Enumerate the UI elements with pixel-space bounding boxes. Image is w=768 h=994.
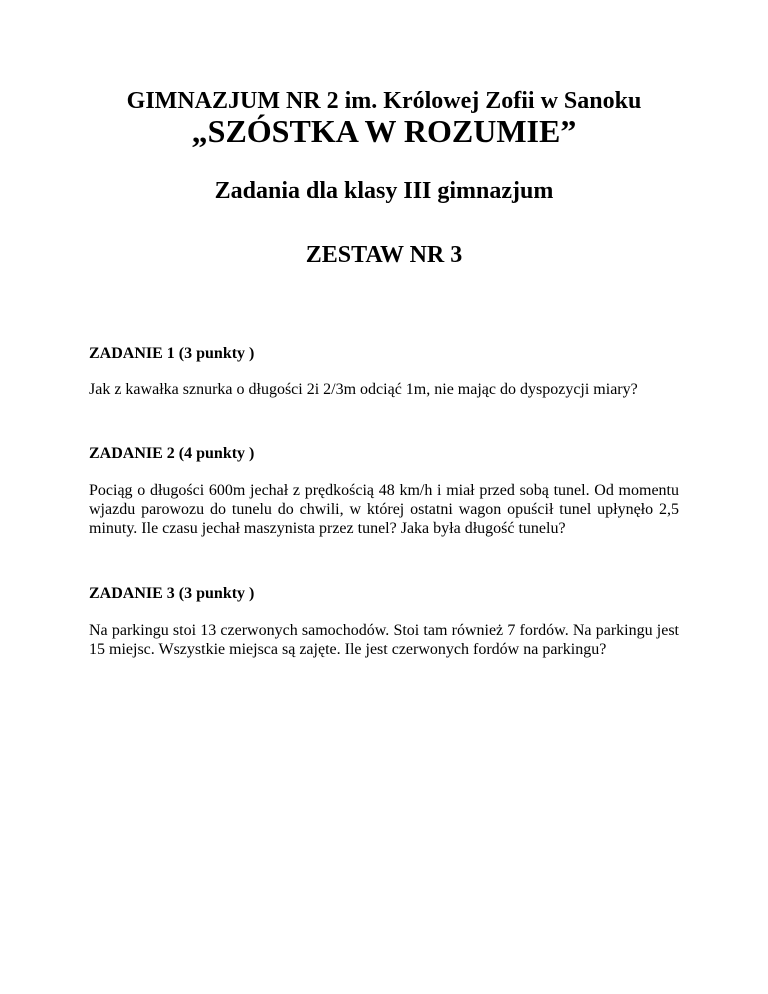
school-name: GIMNAZJUM NR 2 im. Królowej Zofii w Sanoku bbox=[126, 88, 642, 114]
task-3-title: ZADANIE 3 (3 punkty ) bbox=[89, 585, 255, 602]
task-2-body: Pociąg o długości 600m jechał z prędkością 48 km/h i miał przed sobą tunel. Od momentu wjazdu parowozu do tunelu do chwili, w której ostatni wagon opuścił tunel upłynęło 2,5 minuty. Ile czasu jechał maszynista przez tunel? Jaka była długość tunelu? bbox=[89, 482, 679, 537]
contest-title: „SZÓSTKA W ROZUMIE” bbox=[191, 113, 577, 149]
class-subtitle: Zadania dla klasy III gimnazjum bbox=[214, 178, 554, 204]
task-1-body: Jak z kawałka sznurka o długości 2i 2/3m odciąć 1m, nie mając do dyspozycji miary? bbox=[89, 381, 638, 398]
task-2-title: ZADANIE 2 (4 punkty ) bbox=[89, 445, 255, 462]
task-3-body: Na parkingu stoi 13 czerwonych samochodów. Stoi tam również 7 fordów. Na parkingu jest 15 miejsc. Wszystkie miejsca są zajęte. Ile jest czerwonych fordów na parkingu? bbox=[89, 622, 679, 658]
set-number: ZESTAW NR 3 bbox=[305, 242, 463, 268]
task-1-title: ZADANIE 1 (3 punkty ) bbox=[89, 345, 255, 362]
